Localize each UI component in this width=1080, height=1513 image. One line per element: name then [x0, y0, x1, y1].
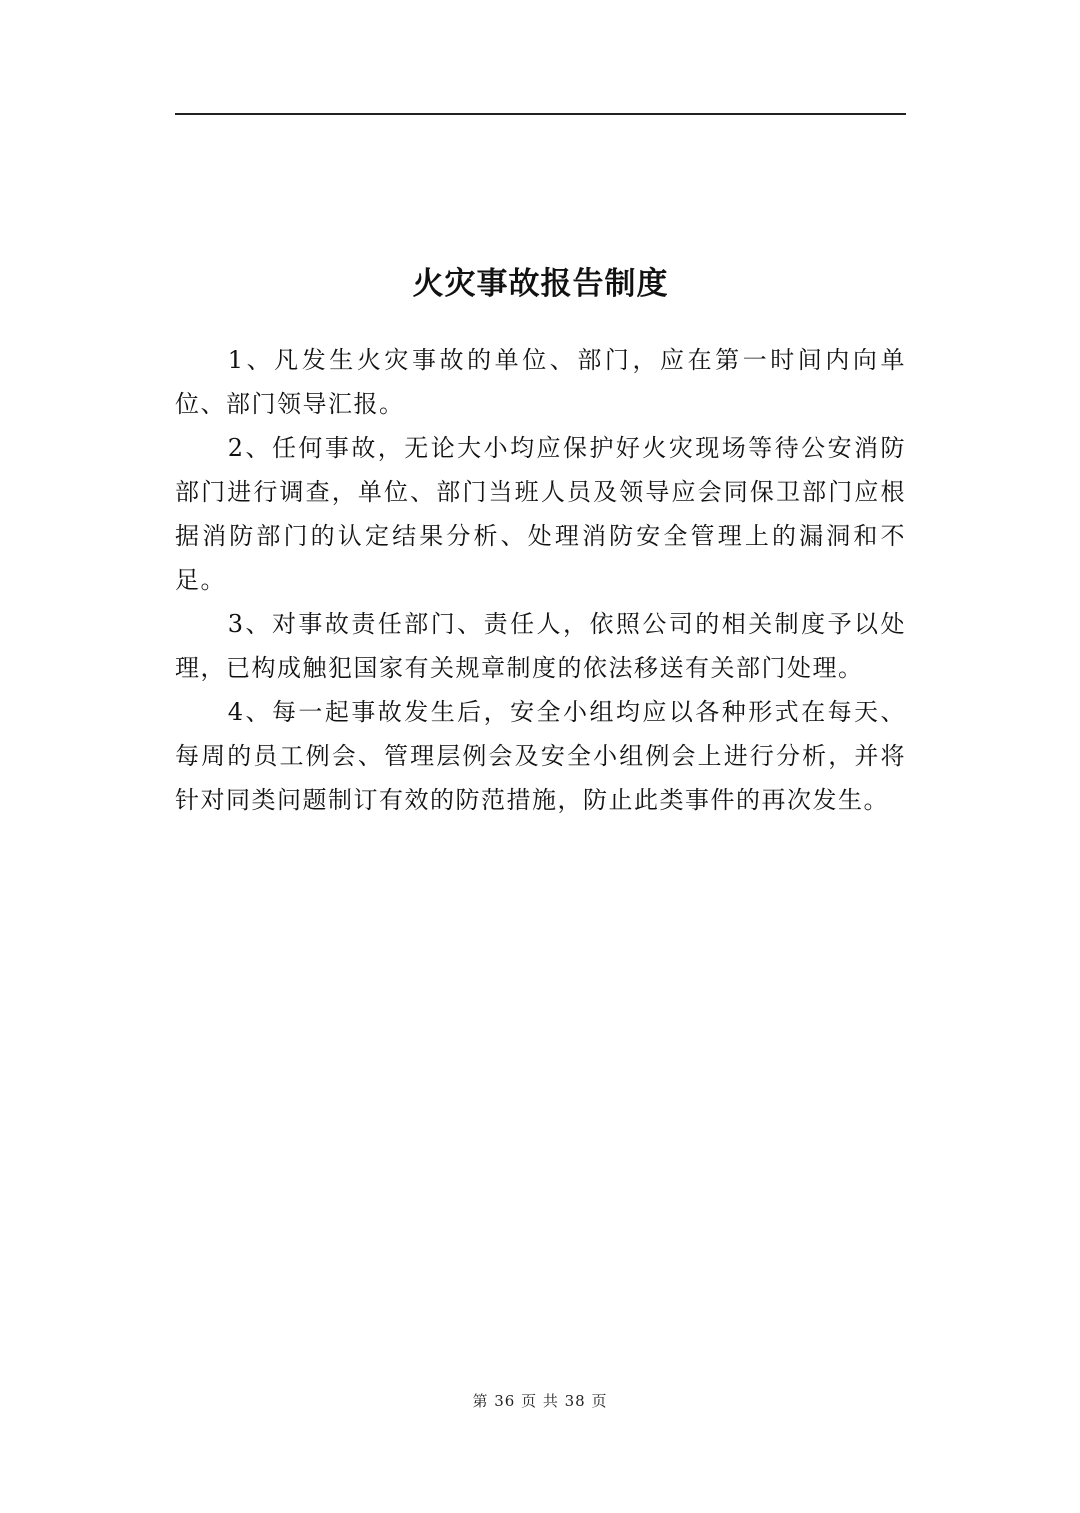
paragraph-2: 2、任何事故，无论大小均应保护好火灾现场等待公安消防部门进行调查，单位、部门当班人员及领导应会同保卫部门应根据消防部门的认定结果分析、处理消防安全管理上的漏洞和不足。: [175, 434, 906, 594]
paragraph-1: 1、凡发生火灾事故的单位、部门，应在第一时间内向单位、部门领导汇报。: [175, 346, 906, 418]
paragraph-3: 3、对事故责任部门、责任人，依照公司的相关制度予以处理，已构成触犯国家有关规章制度的依法移送有关部门处理。: [175, 610, 906, 682]
document-body: [175, 338, 906, 822]
header-rule: [175, 113, 906, 115]
page-number: 第 36 页 共 38 页: [472, 1392, 608, 1410]
paragraph-4: 4、每一起事故发生后，安全小组均应以各种形式在每天、每周的员工例会、管理层例会及安全小组例会上进行分析，并将针对同类问题制订有效的防范措施，防止此类事件的再次发生。: [175, 698, 906, 814]
document-title: 火灾事故报告制度: [412, 266, 669, 302]
